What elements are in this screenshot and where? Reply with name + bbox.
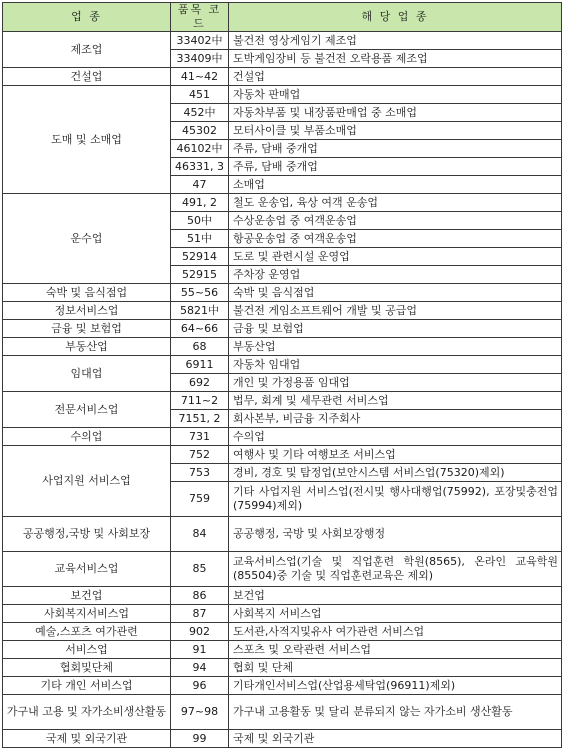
description-cell: 주류, 담배 중개업 <box>229 140 562 158</box>
sector-cell: 운수업 <box>3 194 171 284</box>
code-cell: 451 <box>171 86 229 104</box>
table-row <box>3 194 562 212</box>
description-cell: 자동차 임대업 <box>229 356 562 374</box>
description-cell: 불건전 영상게임기 제조업 <box>229 32 562 50</box>
industry-code-table <box>2 2 562 748</box>
code-cell: 87 <box>171 605 229 623</box>
code-cell: 491, 2 <box>171 194 229 212</box>
sector-cell: 사업지원 서비스업 <box>3 446 171 517</box>
code-cell: 99 <box>171 730 229 748</box>
code-cell: 85 <box>171 552 229 587</box>
code-cell: 52914 <box>171 248 229 266</box>
sector-cell: 사회복지서비스업 <box>3 605 171 623</box>
table-row <box>3 695 562 730</box>
description-cell: 사회복지 서비스업 <box>229 605 562 623</box>
header-sector: 업 종 <box>3 3 171 32</box>
description-cell: 항공운송업 중 여객운송업 <box>229 230 562 248</box>
table-row <box>3 587 562 605</box>
sector-cell: 제조업 <box>3 32 171 68</box>
description-cell: 회사본부, 비금융 지주회사 <box>229 410 562 428</box>
code-cell: 711~2 <box>171 392 229 410</box>
description-cell: 기타개인서비스업(산업용세탁업(96911)제외) <box>229 677 562 695</box>
code-cell: 97~98 <box>171 695 229 730</box>
description-cell: 모터사이클 및 부품소매업 <box>229 122 562 140</box>
description-cell: 협회 및 단체 <box>229 659 562 677</box>
code-cell: 731 <box>171 428 229 446</box>
code-cell: 91 <box>171 641 229 659</box>
code-cell: 51中 <box>171 230 229 248</box>
table-row <box>3 302 562 320</box>
table-row <box>3 517 562 552</box>
table-row <box>3 356 562 374</box>
table-row <box>3 641 562 659</box>
code-cell: 52915 <box>171 266 229 284</box>
description-cell: 경비, 경호 및 탐정업(보안시스템 서비스업(75320)제외) <box>229 464 562 482</box>
description-cell: 수의업 <box>229 428 562 446</box>
header-description: 해 당 업 종 <box>229 3 562 32</box>
code-cell: 46331, 3 <box>171 158 229 176</box>
table-body <box>3 32 562 748</box>
table-row <box>3 68 562 86</box>
sector-cell: 교육서비스업 <box>3 552 171 587</box>
code-cell: 6911 <box>171 356 229 374</box>
sector-cell: 가구내 고용 및 자가소비생산활동 <box>3 695 171 730</box>
sector-cell: 국제 및 외국기관 <box>3 730 171 748</box>
table-row <box>3 552 562 587</box>
description-cell: 불건전 게임소프트웨어 개발 및 공급업 <box>229 302 562 320</box>
code-cell: 96 <box>171 677 229 695</box>
description-cell: 주류, 담배 중개업 <box>229 158 562 176</box>
sector-cell: 전문서비스업 <box>3 392 171 428</box>
table-row <box>3 446 562 464</box>
description-cell: 공공행정, 국방 및 사회보장행정 <box>229 517 562 552</box>
sector-cell: 숙박 및 음식점업 <box>3 284 171 302</box>
description-cell: 자동차 판매업 <box>229 86 562 104</box>
sector-cell: 서비스업 <box>3 641 171 659</box>
description-cell: 도박게임장비 등 불건전 오락용품 제조업 <box>229 50 562 68</box>
code-cell: 33409中 <box>171 50 229 68</box>
sector-cell: 임대업 <box>3 356 171 392</box>
description-cell: 자동차부품 및 내장품판매업 중 소매업 <box>229 104 562 122</box>
sector-cell: 보건업 <box>3 587 171 605</box>
sector-cell: 예술,스포츠 여가관련 <box>3 623 171 641</box>
code-cell: 759 <box>171 482 229 517</box>
sector-cell: 기타 개인 서비스업 <box>3 677 171 695</box>
description-cell: 도서관,사적지및유사 여가관련 서비스업 <box>229 623 562 641</box>
description-cell: 금융 및 보험업 <box>229 320 562 338</box>
table-row <box>3 659 562 677</box>
code-cell: 47 <box>171 176 229 194</box>
description-cell: 숙박 및 음식점업 <box>229 284 562 302</box>
table-row <box>3 86 562 104</box>
description-cell: 소매업 <box>229 176 562 194</box>
sector-cell: 수의업 <box>3 428 171 446</box>
table-row <box>3 32 562 50</box>
table-row <box>3 605 562 623</box>
code-cell: 753 <box>171 464 229 482</box>
code-cell: 45302 <box>171 122 229 140</box>
description-cell: 법무, 회계 및 세무관련 서비스업 <box>229 392 562 410</box>
sector-cell: 정보서비스업 <box>3 302 171 320</box>
description-cell: 개인 및 가정용품 임대업 <box>229 374 562 392</box>
table-row <box>3 392 562 410</box>
description-cell: 도로 및 관련시설 운영업 <box>229 248 562 266</box>
description-cell: 보건업 <box>229 587 562 605</box>
code-cell: 84 <box>171 517 229 552</box>
description-cell: 기타 사업지원 서비스업(전시및 행사대행업(75992), 포장및충전업(75994)제외) <box>229 482 562 517</box>
description-cell: 국제 및 외국기관 <box>229 730 562 748</box>
code-cell: 902 <box>171 623 229 641</box>
sector-cell: 협회및단체 <box>3 659 171 677</box>
code-cell: 5821中 <box>171 302 229 320</box>
table-row <box>3 320 562 338</box>
code-cell: 692 <box>171 374 229 392</box>
code-cell: 452中 <box>171 104 229 122</box>
code-cell: 64~66 <box>171 320 229 338</box>
sector-cell: 공공행정,국방 및 사회보장 <box>3 517 171 552</box>
code-cell: 55~56 <box>171 284 229 302</box>
table-row <box>3 338 562 356</box>
sector-cell: 건설업 <box>3 68 171 86</box>
code-cell: 68 <box>171 338 229 356</box>
code-cell: 86 <box>171 587 229 605</box>
description-cell: 교육서비스업(기술 및 직업훈련 학원(8565), 온라인 교육학원(85504)중 기술 및 직업훈련교육은 제외) <box>229 552 562 587</box>
table-row <box>3 284 562 302</box>
description-cell: 건설업 <box>229 68 562 86</box>
code-cell: 752 <box>171 446 229 464</box>
code-cell: 33402中 <box>171 32 229 50</box>
table-row <box>3 730 562 748</box>
header-code: 품목 코드 <box>171 3 229 32</box>
table-row <box>3 428 562 446</box>
description-cell: 스포츠 및 오락관련 서비스업 <box>229 641 562 659</box>
description-cell: 철도 운송업, 육상 여객 운송업 <box>229 194 562 212</box>
description-cell: 주차장 운영업 <box>229 266 562 284</box>
code-cell: 50中 <box>171 212 229 230</box>
description-cell: 가구내 고용활동 및 달리 분류되지 않는 자가소비 생산활동 <box>229 695 562 730</box>
table-row <box>3 623 562 641</box>
description-cell: 여행사 및 기타 여행보조 서비스업 <box>229 446 562 464</box>
sector-cell: 도매 및 소매업 <box>3 86 171 194</box>
table-header-row <box>3 3 562 32</box>
description-cell: 수상운송업 중 여객운송업 <box>229 212 562 230</box>
code-cell: 46102中 <box>171 140 229 158</box>
sector-cell: 금융 및 보험업 <box>3 320 171 338</box>
description-cell: 부동산업 <box>229 338 562 356</box>
code-cell: 7151, 2 <box>171 410 229 428</box>
code-cell: 41~42 <box>171 68 229 86</box>
code-cell: 94 <box>171 659 229 677</box>
sector-cell: 부동산업 <box>3 338 171 356</box>
table-row <box>3 677 562 695</box>
